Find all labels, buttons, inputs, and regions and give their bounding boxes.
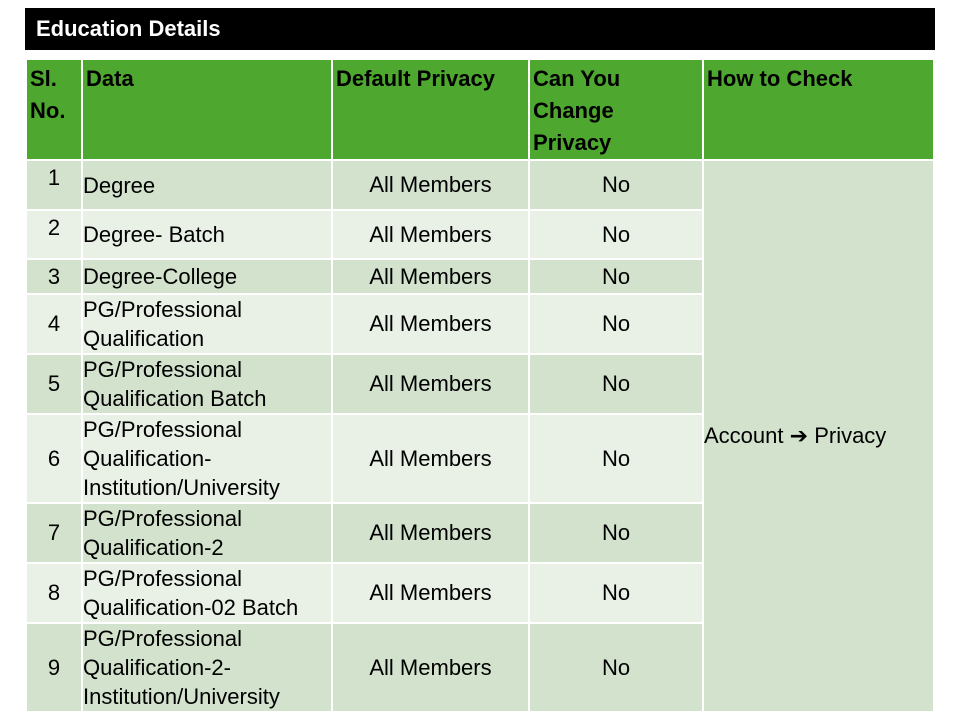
sl-number: 5 xyxy=(26,354,82,414)
how-to-check-from: Account xyxy=(704,423,784,448)
data-cell: PG/Professional Qualification-02 Batch xyxy=(82,563,332,623)
default-privacy-cell: All Members xyxy=(332,623,529,712)
can-change-cell: No xyxy=(529,503,703,563)
sl-number: 2 xyxy=(26,210,82,259)
sl-number: 1 xyxy=(26,160,82,210)
default-privacy-cell: All Members xyxy=(332,503,529,563)
data-cell: PG/Professional Qualification xyxy=(82,294,332,354)
can-change-cell: No xyxy=(529,354,703,414)
header-default-privacy: Default Privacy xyxy=(332,59,529,160)
can-change-cell: No xyxy=(529,623,703,712)
default-privacy-cell: All Members xyxy=(332,160,529,210)
default-privacy-cell: All Members xyxy=(332,210,529,259)
default-privacy-cell: All Members xyxy=(332,259,529,294)
sl-number: 4 xyxy=(26,294,82,354)
table-row xyxy=(26,160,934,210)
how-to-check-to: Privacy xyxy=(814,423,887,448)
header-sl-no: Sl. No. xyxy=(26,59,82,160)
default-privacy-cell: All Members xyxy=(332,294,529,354)
data-cell: Degree-College xyxy=(82,259,332,294)
education-table xyxy=(25,58,935,713)
data-cell: Degree xyxy=(82,160,332,210)
sl-number: 8 xyxy=(26,563,82,623)
default-privacy-cell: All Members xyxy=(332,414,529,503)
sl-number: 6 xyxy=(26,414,82,503)
how-to-check-cell xyxy=(703,160,934,712)
default-privacy-cell: All Members xyxy=(332,354,529,414)
data-cell: PG/Professional Qualification-Institution/University xyxy=(82,414,332,503)
header-data: Data xyxy=(82,59,332,160)
can-change-cell: No xyxy=(529,160,703,210)
can-change-cell: No xyxy=(529,563,703,623)
data-cell: Degree- Batch xyxy=(82,210,332,259)
sl-number: 9 xyxy=(26,623,82,712)
data-cell: PG/Professional Qualification Batch xyxy=(82,354,332,414)
sl-number: 3 xyxy=(26,259,82,294)
can-change-cell: No xyxy=(529,210,703,259)
data-cell: PG/Professional Qualification-2-Institution/University xyxy=(82,623,332,712)
section-title: Education Details xyxy=(25,8,935,50)
right-arrow-icon: ➔ xyxy=(789,423,809,448)
header-how-to-check: How to Check xyxy=(703,59,934,160)
header-can-change: Can You Change Privacy xyxy=(529,59,703,160)
default-privacy-cell: All Members xyxy=(332,563,529,623)
sl-number: 7 xyxy=(26,503,82,563)
can-change-cell: No xyxy=(529,259,703,294)
can-change-cell: No xyxy=(529,414,703,503)
header-row xyxy=(26,59,934,160)
can-change-cell: No xyxy=(529,294,703,354)
data-cell: PG/Professional Qualification-2 xyxy=(82,503,332,563)
